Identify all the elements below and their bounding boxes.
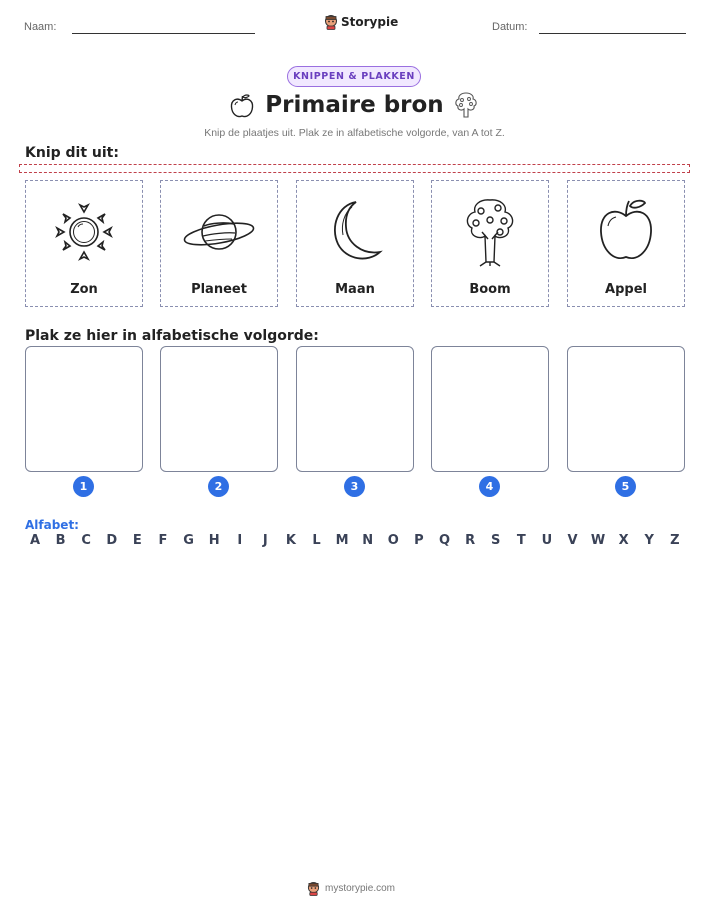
card-label: Maan bbox=[335, 282, 375, 297]
tree-icon bbox=[452, 90, 480, 120]
footer-url[interactable]: mystorypie.com bbox=[325, 883, 396, 894]
slot-number-5: 5 bbox=[615, 476, 636, 497]
alphabet-letter: L bbox=[312, 533, 321, 548]
planet-icon bbox=[181, 202, 257, 262]
activity-badge: KNIPPEN & PLAKKEN bbox=[287, 66, 421, 87]
alphabet-letter: Z bbox=[670, 533, 680, 548]
slot-number-4: 4 bbox=[479, 476, 500, 497]
name-label: Naam: bbox=[24, 21, 57, 33]
paste-slot-4[interactable] bbox=[431, 346, 549, 472]
alphabet-letter: S bbox=[491, 533, 501, 548]
alphabet-heading: Alfabet: bbox=[25, 518, 79, 532]
card-label: Appel bbox=[605, 282, 647, 297]
cut-card-planeet[interactable] bbox=[160, 180, 278, 307]
alphabet-letter: N bbox=[362, 533, 374, 548]
alphabet-letter: H bbox=[208, 533, 220, 548]
paste-slot-2[interactable] bbox=[160, 346, 278, 472]
alphabet-letter: G bbox=[183, 533, 194, 548]
alphabet-letter: V bbox=[567, 533, 578, 548]
alphabet-letter: M bbox=[335, 533, 349, 548]
moon-icon bbox=[322, 197, 388, 267]
alphabet-letter: B bbox=[55, 533, 66, 548]
alphabet-letter: J bbox=[262, 533, 268, 548]
cut-card-zon[interactable] bbox=[25, 180, 143, 307]
paste-heading: Plak ze hier in alfabetische volgorde: bbox=[25, 328, 319, 344]
apple-icon bbox=[593, 196, 659, 268]
date-label: Datum: bbox=[492, 21, 528, 33]
cut-line bbox=[19, 164, 690, 173]
paste-slot-3[interactable] bbox=[296, 346, 414, 472]
alphabet-letter: K bbox=[285, 533, 296, 548]
cut-card-appel[interactable] bbox=[567, 180, 685, 307]
sun-icon bbox=[49, 197, 119, 267]
brand-logo bbox=[324, 14, 398, 30]
slot-number-3: 3 bbox=[344, 476, 365, 497]
alphabet-letter: W bbox=[590, 533, 606, 548]
date-line[interactable] bbox=[539, 33, 686, 34]
alphabet-letter: C bbox=[81, 533, 91, 548]
storypie-mascot-icon bbox=[324, 14, 338, 30]
paste-slot-5[interactable] bbox=[567, 346, 685, 472]
alphabet-letter: A bbox=[29, 533, 41, 548]
card-label: Boom bbox=[469, 282, 511, 297]
alphabet-letter: R bbox=[465, 533, 476, 548]
alphabet-letter: P bbox=[414, 533, 424, 548]
name-line[interactable] bbox=[72, 33, 255, 34]
alphabet-row bbox=[25, 533, 685, 548]
alphabet-letter: Q bbox=[438, 533, 451, 548]
card-label: Zon bbox=[70, 282, 98, 297]
instructions: Knip de plaatjes uit. Plak ze in alfabetische volgorde, van A tot Z. bbox=[204, 127, 505, 139]
slot-number-1: 1 bbox=[73, 476, 94, 497]
alphabet-letter: U bbox=[541, 533, 553, 548]
footer bbox=[307, 881, 395, 896]
slot-number-2: 2 bbox=[208, 476, 229, 497]
card-label: Planeet bbox=[191, 282, 247, 297]
storypie-mascot-icon bbox=[307, 881, 320, 896]
alphabet-letter: Y bbox=[644, 533, 654, 548]
cut-heading: Knip dit uit: bbox=[25, 145, 119, 161]
alphabet-letter: I bbox=[237, 533, 243, 548]
alphabet-letter: O bbox=[387, 533, 399, 548]
alphabet-letter: X bbox=[618, 533, 629, 548]
brand-name: Storypie bbox=[341, 15, 399, 29]
alphabet-letter: T bbox=[516, 533, 526, 548]
tree-icon bbox=[458, 194, 522, 270]
page-title: Primaire bron bbox=[265, 92, 444, 118]
cut-card-boom[interactable] bbox=[431, 180, 549, 307]
alphabet-letter: D bbox=[106, 533, 118, 548]
alphabet-letter: E bbox=[132, 533, 142, 548]
cut-card-maan[interactable] bbox=[296, 180, 414, 307]
alphabet-letter: F bbox=[158, 533, 168, 548]
paste-slot-1[interactable] bbox=[25, 346, 143, 472]
